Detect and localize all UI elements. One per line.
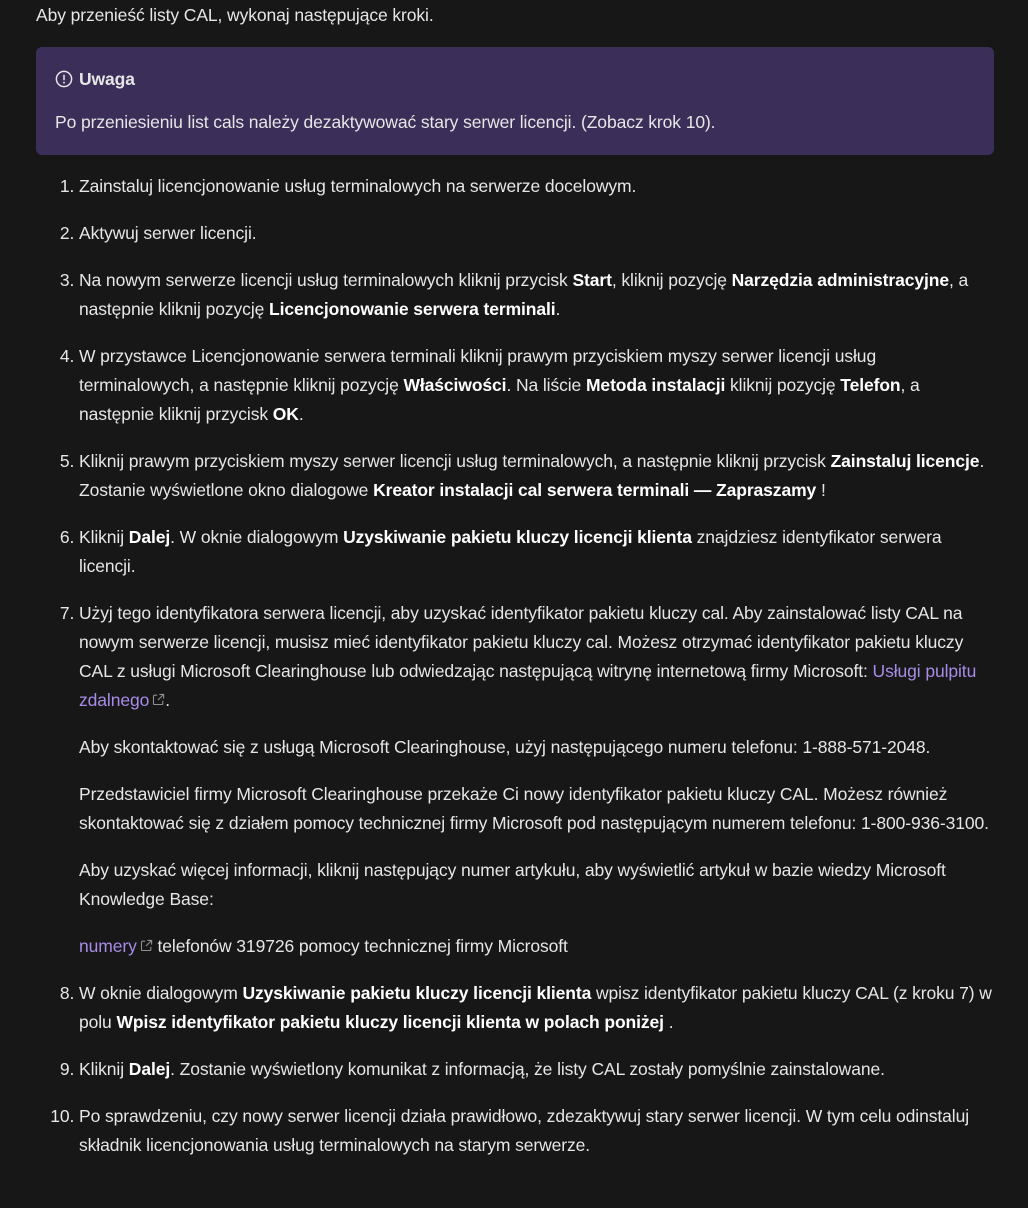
note-callout (36, 47, 994, 155)
step-text: , kliknij pozycję (611, 270, 732, 290)
step-text: Kliknij prawym przyciskiem myszy serwer licencji usług terminalowych, a następnie kliknij przycisk (79, 451, 831, 471)
step-text: Kliknij (79, 527, 129, 547)
step-paragraph (79, 932, 994, 961)
note-title (55, 66, 974, 92)
step-4 (79, 342, 994, 429)
step-text: , a następnie kliknij przycisk (79, 375, 920, 424)
step-text: Po sprawdzeniu, czy nowy serwer licencji działa prawidłowo, zdezaktywuj stary serwer licencji. W tym celu odinstaluj składnik licencjonowania usług terminalowych na starym serwerze. (79, 1106, 969, 1155)
step-text: W przystawce Licencjonowanie serwera terminali kliknij prawym przyciskiem myszy serwer licencji usług terminalowych, a następnie kliknij pozycję (79, 346, 877, 395)
step-5 (79, 447, 994, 505)
step-text: kliknij pozycję (725, 375, 841, 395)
step-2 (79, 219, 994, 248)
step-text: W oknie dialogowym (79, 983, 243, 1003)
ui-term: Kreator instalacji cal serwera terminali — Zapraszamy (373, 480, 817, 500)
step-1 (79, 172, 994, 201)
ui-term: Uzyskiwanie pakietu kluczy licencji klienta (242, 983, 592, 1003)
step-text: . (165, 690, 170, 710)
step-text: . Zostanie wyświetlone okno dialogowe (79, 451, 985, 500)
note-title-text: Uwaga (79, 69, 135, 89)
step-text: Zainstaluj licencjonowanie usług terminalowych na serwerze docelowym. (79, 176, 637, 196)
steps-list (36, 172, 994, 1160)
ui-term: Zainstaluj licencje (830, 451, 980, 471)
step-text: . (555, 299, 561, 319)
step-text: Kliknij (79, 1059, 129, 1079)
step-7 (79, 599, 994, 961)
link-text: Usługi pulpitu zdalnego (79, 661, 977, 710)
step-text: Na nowym serwerze licencji usług terminalowych kliknij przycisk (79, 270, 573, 290)
ui-term: Wpisz identyfikator pakietu kluczy licencji klienta w polach poniżej (116, 1012, 664, 1032)
intro-text: Aby przenieść listy CAL, wykonaj następujące kroki. (36, 5, 434, 25)
ui-term: Telefon (840, 375, 901, 395)
step-text: znajdziesz identyfikator serwera licencji. (79, 527, 942, 576)
ui-term: Start (572, 270, 612, 290)
kb-article-link[interactable] (79, 936, 153, 956)
ui-term: OK (272, 404, 299, 424)
step-text: . (298, 404, 304, 424)
ui-term: Dalej (128, 527, 171, 547)
note-body: Po przeniesieniu list cals należy dezaktywować stary serwer licencji. (Zobacz krok 10). (55, 112, 716, 132)
step-3 (79, 266, 994, 324)
ui-term: Narzędzia administracyjne (731, 270, 949, 290)
step-text: Aktywuj serwer licencji. (79, 223, 257, 243)
step-text: . W oknie dialogowym (170, 527, 344, 547)
external-link-icon (140, 939, 153, 952)
step-text: Użyj tego identyfikatora serwera licencji, aby uzyskać identyfikator pakietu kluczy cal. Aby zainstalować listy CAL na nowym serwerze licencji, musisz mieć identyfikator pakietu kluczy cal. Możesz otrzymać identyfikator pakietu kluczy CAL z usługi Microsoft Clearinghouse lub odwiedzając następującą witrynę internetową firmy Microsoft: (79, 603, 964, 681)
step-text: ! (816, 480, 826, 500)
step-text: wpisz identyfikator pakietu kluczy CAL (z kroku 7) w polu (79, 983, 992, 1032)
step-text: telefonów 319726 pomocy technicznej firmy Microsoft (152, 936, 568, 956)
ui-term: Dalej (128, 1059, 171, 1079)
step-paragraph (79, 599, 994, 715)
ui-term: Uzyskiwanie pakietu kluczy licencji klienta (343, 527, 692, 547)
external-link-icon (152, 693, 165, 706)
ui-term: Właściwości (403, 375, 507, 395)
link-text: numery (79, 936, 137, 956)
step-9 (79, 1055, 994, 1084)
step-text: , a następnie kliknij pozycję (79, 270, 969, 319)
step-text: . Zostanie wyświetlony komunikat z informacją, że listy CAL zostały pomyślnie zainstalowane. (170, 1059, 885, 1079)
info-circle-icon (55, 70, 73, 88)
ui-term: Licencjonowanie serwera terminali (269, 299, 556, 319)
step-10 (79, 1102, 994, 1160)
step-paragraph: Aby uzyskać więcej informacji, kliknij następujący numer artykułu, aby wyświetlić artykuł w bazie wiedzy Microsoft Knowledge Base: (79, 860, 946, 909)
ui-term: Metoda instalacji (585, 375, 726, 395)
step-paragraph: Przedstawiciel firmy Microsoft Clearinghouse przekaże Ci nowy identyfikator pakietu kluczy CAL. Możesz również skontaktować się z działem pomocy technicznej firmy Microsoft pod następującym numerem telefonu: 1-800-936-3100. (79, 784, 989, 833)
step-text: . Na liście (506, 375, 586, 395)
step-paragraph: Aby skontaktować się z usługą Microsoft Clearinghouse, użyj następującego numeru telefonu: 1-888-571-2048. (79, 737, 931, 757)
step-text: . (663, 1012, 674, 1032)
step-6 (79, 523, 994, 581)
step-8 (79, 979, 994, 1037)
